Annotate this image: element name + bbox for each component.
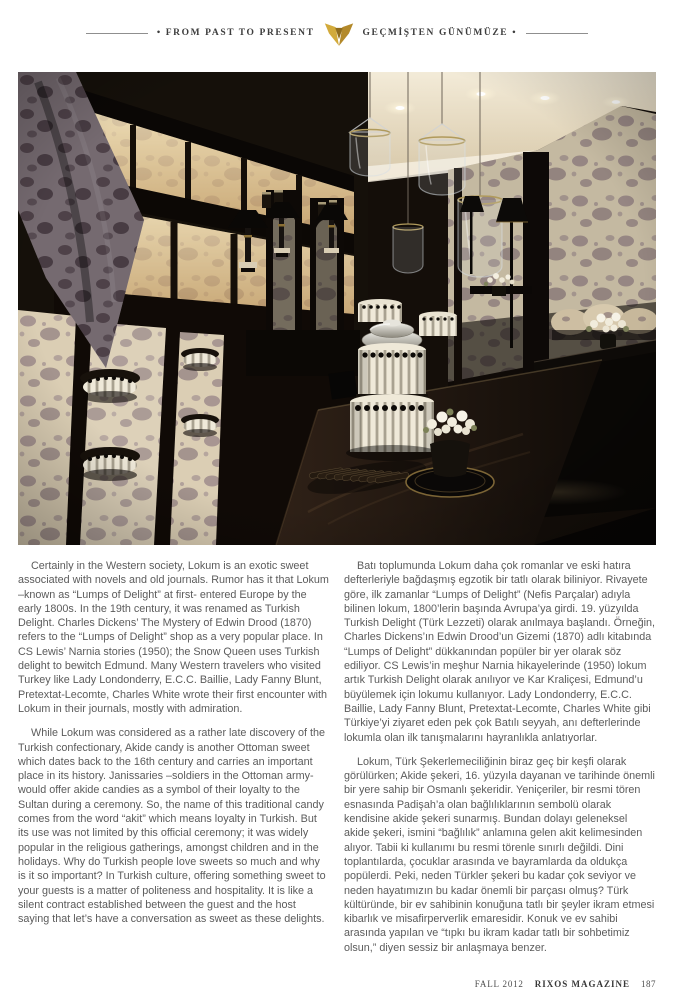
- column-turkish: [344, 559, 656, 965]
- masthead-rule-right: [526, 33, 588, 34]
- english-paragraph-1: Certainly in the Western society, Lokum is an exotic sweet associated with novels and old journals. Rumor has it that Lokum –known as “Lumps of Delight” at first- entered Europe by the early 1800s. In the 19th century, it was renamed as Turkish Delight. Charles Dickens’ The Mystery of Edwin Drood (1870) refers to the “Lumps of Delight” shop as a very popular place. In CS Lewis’ Narnia stories (1950); the Snow Queen uses Turkish delight to bewitch Edmund. Many Western travelers who visited Turkey like Lady Londonderry, E.C.C. Baillie, Lady Fanny Blunt, Pretextat-Lecomte, Charles White wrote their first encounter with Lokum in their journals, mostly with admiration.: [18, 560, 329, 715]
- masthead-label-turkish: GEÇMİŞTEN GÜNÜMÜZE •: [362, 28, 518, 38]
- vignette: [18, 72, 656, 545]
- masthead-rule-left: [86, 33, 148, 34]
- turkish-paragraph-1: Batı toplumunda Lokum daha çok romanlar ve eski hatıra defterleriyle bağdaşmış egzotik bir tatlı olarak biliniyor. Rivayete göre, ilk zamanlar “Lumps of Delight” (Nefis Parçalar) adıyla bilinen lokum, 1800’lerin başında Avrupa’ya girdi. 19. yüzyılda Turkish Delight (Türk Lezzeti) olarak anılmaya başlandı. Örneğin, Charles Dickens’ın Edwin Drood’un Gizemi (1870) adlı kitabında “Lumps of Delight” dükkanından popüler bir yer olarak söz ediliyor. CS Lewis’in meşhur Narnia hikayelerinde (1950) lokum artık Turkish Delight olarak anılıyor ve Kar Kraliçesi, Edmund’u büyülemek için lokumu kullanıyor. Lady Londonderry, E.C.C. Baillie, Lady Fanny Blunt, Pretextat-Lecomte, Charles White gibi Türkiye’yi ziyaret eden pek çok Batılı seyyah, anı defterlerinde lokumla olan ilk tanışmalarını hayranlıkla anlatıyorlar.: [344, 560, 656, 744]
- turkish-paragraph-2: Lokum, Türk Şekerlemeciliğinin biraz geç bir keşfi olarak görülürken; Akide şekeri, 16. yüzyıla dayanan ve tarihinde önemli bir yere sahip bir Osmanlı şekeridir. Yeniçeriler, bir resmi tören esnasında Padişah’a olan bağlılıklarının sembolü olarak kendisine akide şekeri sunarmış. Bundan dolayı geleneksel akide şekeri, ismini “bağlılık” anlamına gelen akit kelimesinden alıyor. Tabii ki kullanımı bu resmi törenle sınırlı değildi. Dini toplantılarda, çocuklar arasında ve bayramlarda da oldukça popülerdi. Peki, neden Türkler şekeri bu kadar çok seviyor ve neden hayatımızın bu kadar önemli bir parçası olmuş? Türk kültüründe, bir ev sahibinin konuğuna tatlı bir şeyler ikram etmesi kibarlık ve misafirperverlik emaresidir. Konuk ve ev sahibi arasında yapılan ve “tıpkı bu ikram kadar tatlı bir sohbetimiz olsun,” diyen sessiz bir anlaşmaya benzer.: [344, 755, 655, 954]
- masthead: [86, 19, 588, 47]
- english-paragraph-2: While Lokum was considered as a rather late discovery of the Turkish confectionary, Akide candy is another Ottoman sweet which dates back to the 16th century and carries an important place in its history. Janissaries –soldiers in the Ottoman army- would offer akide candies as a symbol of their loyalty to the Sultan during a ceremony. So, the name of this traditional candy comes from the word “akit” which means loyalty in Turkish. But its use was not limited by this official ceremony; it was widely popular in the religious gatherings, amongst children and in the holidays. Why do Turkish people love sweets so much and why is it so important? In Turkish culture, offering something sweet to your guests is a matter of politeness and hospitality. It is like a silent contract established between the guest and the host saying that let’s have a conversation as sweet as these delights.: [18, 727, 326, 926]
- rixos-tulip-icon: [324, 22, 354, 48]
- page-folio: [475, 979, 656, 989]
- folio-magazine-name: RIXOS MAGAZINE: [534, 979, 630, 989]
- column-english: [18, 559, 330, 965]
- shop-interior-illustration: [18, 72, 656, 545]
- masthead-label-english: • FROM PAST TO PRESENT: [156, 28, 315, 38]
- article-body: [18, 559, 656, 965]
- folio-season: FALL 2012: [474, 979, 524, 989]
- shop-interior-photo: [18, 72, 656, 545]
- folio-page-number: 187: [641, 979, 656, 989]
